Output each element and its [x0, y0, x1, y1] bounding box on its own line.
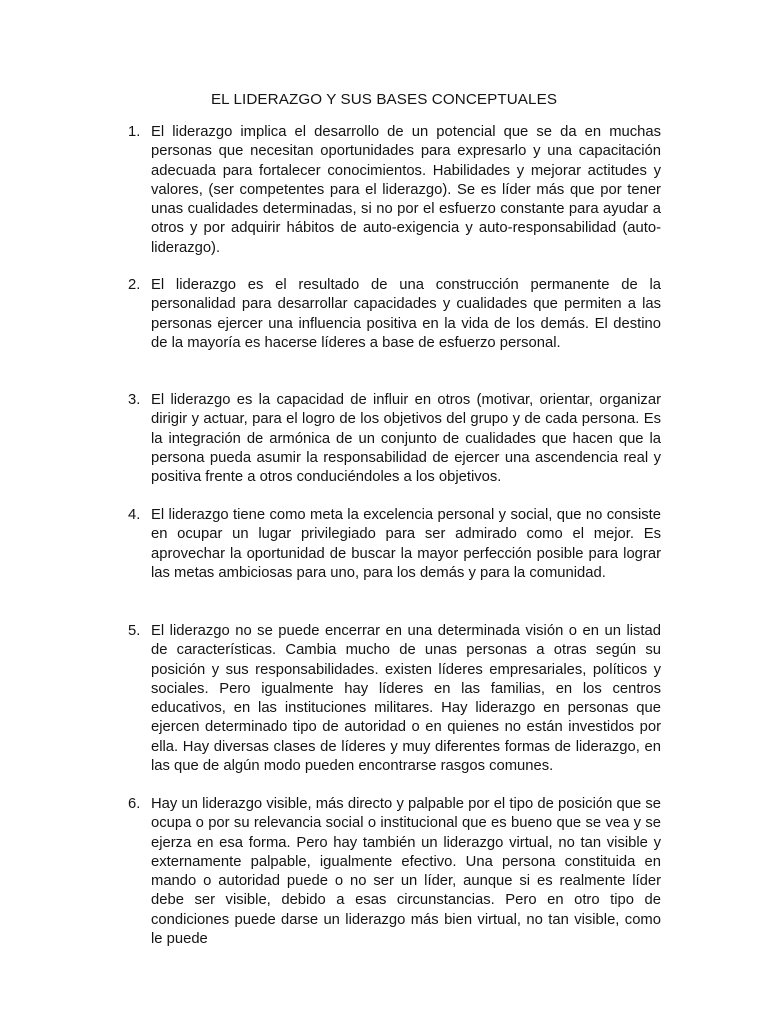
list-number: 5.: [128, 623, 141, 639]
list-number: 1.: [128, 124, 141, 140]
list-number: 6.: [128, 796, 141, 812]
list-item-5: [128, 622, 661, 776]
list-item-text: Hay un liderazgo visible, más directo y palpable por el tipo de posición que se ocupa o por su relevancia social o institucional que es bueno que se vea y se ejerza en esa forma. Pero hay también un liderazgo virtual, no tan visible y externamente palpable, igualmente efectivo. Una persona constituida en mando o autoridad puede o no ser un líder, aunque si es realmente líder debe ser visible, debido a esas circunstancias. Pero en otro tipo de condiciones puede darse un liderazgo más bien virtual, no tan visible, como le puede: [151, 796, 661, 948]
list-number: 2.: [128, 277, 141, 293]
list-item-4: [128, 506, 661, 583]
list-item-1: [128, 123, 661, 258]
list-item-text: El liderazgo tiene como meta la excelencia personal y social, que no consiste en ocupar un lugar privilegiado para ser admirado como el mejor. Es aprovechar la oportunidad de buscar la mayor perfección posible para lograr las metas ambiciosas para uno, para los demás y para la comunidad.: [151, 507, 661, 581]
list-item-text: El liderazgo es el resultado de una construcción permanente de la personalidad para desarrollar capacidades y cualidades que permiten a las personas ejercer una influencia positiva en la vida de los demás. El destino de la mayoría es hacerse líderes a base de esfuerzo personal.: [151, 277, 661, 351]
list-item-text: El liderazgo implica el desarrollo de un potencial que se da en muchas personas que necesitan oportunidades para expresarlo y una capacitación adecuada para fortalecer conocimientos. Habilidades y mejorar actitudes y valores, (ser competentes para el liderazgo). Se es líder más que por tener unas cualidades determinadas, si no por el esfuerzo constante para ayudar a otros y por adquirir hábitos de auto-exigencia y auto-responsabilidad (auto-liderazgo).: [151, 124, 661, 256]
list-item-3: [128, 391, 661, 487]
list-number: 4.: [128, 507, 141, 523]
document-title: EL LIDERAZGO Y SUS BASES CONCEPTUALES: [210, 91, 558, 108]
list-item-text: El liderazgo es la capacidad de influir en otros (motivar, orientar, organizar dirigir y actuar, para el logro de los objetivos del grupo y de cada persona. Es la integración de armónica de un conjunto de cualidades que hacen que la persona pueda asumir la responsabilidad de ejercer una ascendencia real y positiva frente a otros conduciéndoles a los objetivos.: [151, 392, 661, 486]
list-item-6: [128, 795, 661, 949]
list-number: 3.: [128, 392, 141, 408]
list-item-2: [128, 276, 661, 353]
list-item-text: El liderazgo no se puede encerrar en una determinada visión o en un listad de características. Cambia mucho de unas personas a otras según su posición y sus responsabilidades. existen líderes empresariales, políticos y sociales. Pero igualmente hay líderes en las familias, en los centros educativos, en las instituciones militares. Hay liderazgo en personas que ejercen determinado tipo de autoridad o en quienes no están investidos por ella. Hay diversas clases de líderes y muy diferentes formas de liderazgo, en las que de algún modo pueden encontrarse rasgos comunes.: [151, 623, 661, 775]
